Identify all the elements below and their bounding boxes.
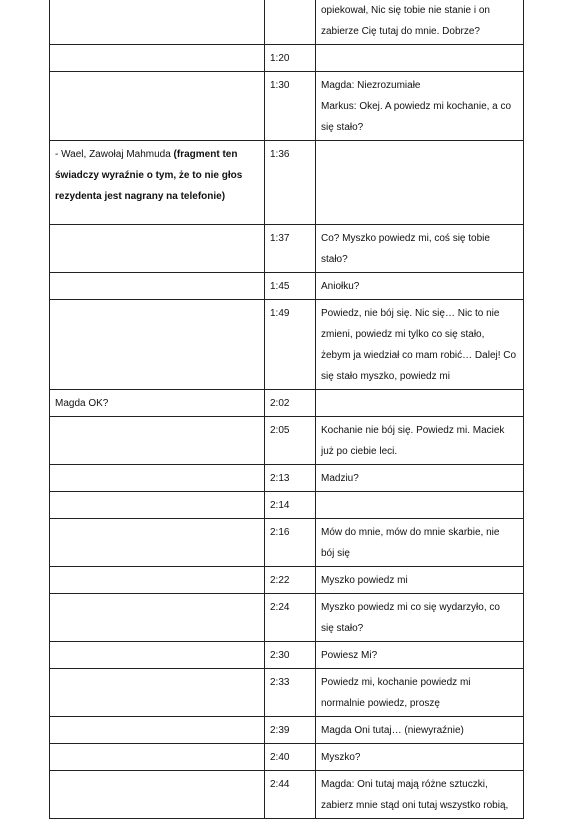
- left-cell: [50, 771, 265, 819]
- time-cell: [265, 0, 316, 45]
- time-cell: 1:20: [265, 45, 316, 72]
- left-cell: [50, 225, 265, 273]
- dialogue-cell: Myszko powiedz mi co się wydarzyło, co się stało?: [316, 594, 524, 642]
- left-cell: [50, 744, 265, 771]
- table-row: [50, 519, 524, 567]
- time-cell: 2:02: [265, 390, 316, 417]
- table-row: [50, 72, 524, 141]
- dialogue-cell: Magda Oni tutaj… (niewyraźnie): [316, 717, 524, 744]
- dialogue-cell: opiekował, Nic się tobie nie stanie i on zabierze Cię tutaj do mnie. Dobrze?: [316, 0, 524, 45]
- left-cell: [50, 717, 265, 744]
- dialogue-cell: Powiesz Mi?: [316, 642, 524, 669]
- table-row: [50, 417, 524, 465]
- table-row: [50, 492, 524, 519]
- left-cell: [50, 45, 265, 72]
- table-row: [50, 669, 524, 717]
- time-cell: 2:30: [265, 642, 316, 669]
- table-row: [50, 273, 524, 300]
- transcript-body: [50, 0, 524, 819]
- dialogue-cell: Powiedz mi, kochanie powiedz mi normalnie powiedz, proszę: [316, 669, 524, 717]
- left-cell: [50, 519, 265, 567]
- left-bold-note: (fragment ten świadczy wyraźnie o tym, że to nie głos rezydenta jest nagrany na telefonie): [55, 149, 243, 202]
- dialogue-cell: [316, 45, 524, 72]
- left-cell: [50, 390, 265, 417]
- table-row: [50, 390, 524, 417]
- left-cell: [50, 669, 265, 717]
- table-row: [50, 717, 524, 744]
- left-cell: [50, 465, 265, 492]
- dialogue-cell: Magda: Niezrozumiałe Markus: Okej. A powiedz mi kochanie, a co się stało?: [316, 72, 524, 141]
- time-cell: 2:16: [265, 519, 316, 567]
- transcript-table: [49, 0, 524, 819]
- left-cell: [50, 417, 265, 465]
- time-cell: 1:45: [265, 273, 316, 300]
- time-cell: 1:36: [265, 141, 316, 225]
- left-cell: [50, 0, 265, 45]
- table-row: [50, 0, 524, 45]
- table-row: [50, 141, 524, 225]
- table-row: [50, 567, 524, 594]
- dialogue-cell: Myszko?: [316, 744, 524, 771]
- table-row: [50, 225, 524, 273]
- dialogue-cell: Magda: Oni tutaj mają różne sztuczki, zabierz mnie stąd oni tutaj wszystko robią,: [316, 771, 524, 819]
- table-row: [50, 744, 524, 771]
- left-text: Magda OK?: [55, 398, 109, 409]
- table-row: [50, 771, 524, 819]
- time-cell: 2:44: [265, 771, 316, 819]
- time-cell: 2:05: [265, 417, 316, 465]
- table-row: [50, 642, 524, 669]
- dialogue-cell: Madziu?: [316, 465, 524, 492]
- left-cell: [50, 567, 265, 594]
- dialogue-cell: Powiedz, nie bój się. Nic się… Nic to nie zmieni, powiedz mi tylko co się stało, żebym ja wiedział co mam robić… Dalej! Co się stało myszko, powiedz mi: [316, 300, 524, 390]
- dialogue-cell: Aniołku?: [316, 273, 524, 300]
- dialogue-cell: Kochanie nie bój się. Powiedz mi. Maciek już po ciebie leci.: [316, 417, 524, 465]
- dialogue-cell: [316, 141, 524, 225]
- table-row: [50, 300, 524, 390]
- time-cell: 2:24: [265, 594, 316, 642]
- left-cell: [50, 273, 265, 300]
- dialogue-cell: Co? Myszko powiedz mi, coś się tobie stało?: [316, 225, 524, 273]
- left-cell: [50, 492, 265, 519]
- left-cell: [50, 642, 265, 669]
- dialogue-cell: [316, 390, 524, 417]
- left-cell: [50, 300, 265, 390]
- left-text: - Wael, Zawołaj Mahmuda: [55, 149, 171, 160]
- dialogue-cell: Mów do mnie, mów do mnie skarbie, nie bój się: [316, 519, 524, 567]
- time-cell: 2:14: [265, 492, 316, 519]
- table-row: [50, 465, 524, 492]
- time-cell: 2:39: [265, 717, 316, 744]
- time-cell: 2:40: [265, 744, 316, 771]
- time-cell: 2:33: [265, 669, 316, 717]
- left-cell: [50, 141, 265, 225]
- table-row: [50, 45, 524, 72]
- left-cell: [50, 72, 265, 141]
- table-row: [50, 594, 524, 642]
- time-cell: 2:13: [265, 465, 316, 492]
- time-cell: 1:49: [265, 300, 316, 390]
- time-cell: 1:37: [265, 225, 316, 273]
- left-cell: [50, 594, 265, 642]
- time-cell: 2:22: [265, 567, 316, 594]
- time-cell: 1:30: [265, 72, 316, 141]
- dialogue-cell: Myszko powiedz mi: [316, 567, 524, 594]
- dialogue-cell: [316, 492, 524, 519]
